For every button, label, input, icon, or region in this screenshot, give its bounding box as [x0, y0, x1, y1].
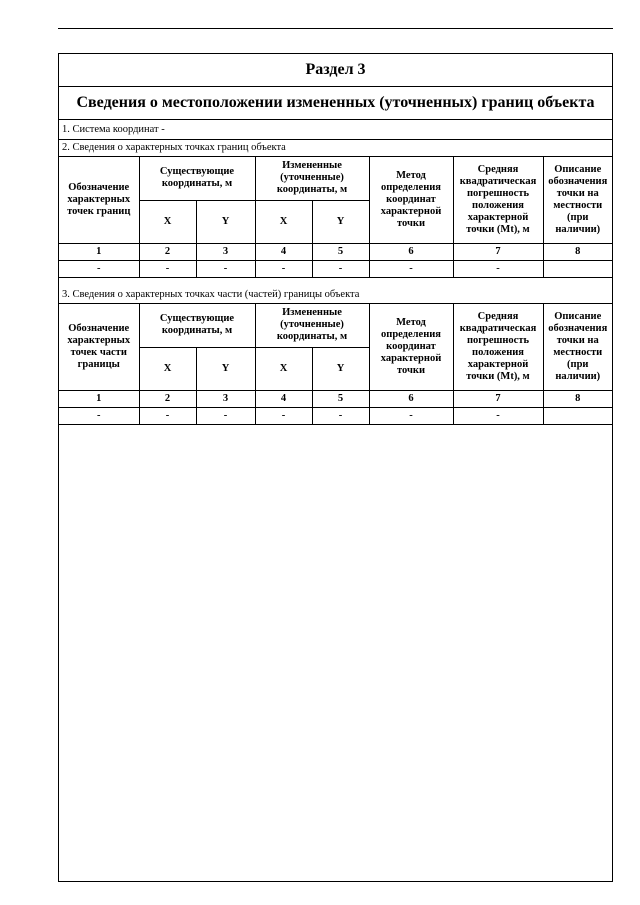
form-frame — [58, 53, 613, 882]
table1-method-header: Метод определения координат характерной точки — [369, 157, 453, 243]
table2-num-cell: 3 — [196, 390, 255, 407]
table1-num-cell: 5 — [312, 243, 369, 260]
table1-caption-row — [59, 140, 612, 157]
table1-num-cell: 3 — [196, 243, 255, 260]
table2-data-cell: - — [369, 407, 453, 424]
table2-data-cell: - — [196, 407, 255, 424]
table2-num-cell: 6 — [369, 390, 453, 407]
table2-num-cell: 7 — [453, 390, 543, 407]
table2-y-changed: Y — [312, 347, 369, 390]
object-title: Сведения о местоположении измененных (уточненных) границ объекта — [59, 87, 612, 120]
table2-num-cell: 1 — [59, 390, 139, 407]
table1-existing-header: Существующие координаты, м — [139, 157, 255, 200]
coord-system-label: 1. Система координат - — [62, 124, 165, 135]
table1-num-cell: 6 — [369, 243, 453, 260]
table1-changed-header: Измененные (уточненные) координаты, м — [255, 157, 369, 200]
table1-num-cell: 4 — [255, 243, 312, 260]
table2-caption-row — [59, 287, 612, 304]
table1-x-existing: X — [139, 200, 196, 243]
table1-col1-header: Обозначение характерных точек границ — [59, 157, 139, 243]
table2-num-cell: 5 — [312, 390, 369, 407]
table1-boundary-points — [59, 157, 612, 278]
table1-data-cell: - — [196, 260, 255, 277]
table2-part-boundary-points — [59, 304, 612, 425]
table2-changed-header: Измененные (уточненные) координаты, м — [255, 304, 369, 347]
table2-method-header: Метод определения координат характерной точки — [369, 304, 453, 390]
table2-data-cell: - — [312, 407, 369, 424]
table1-data-cell: - — [369, 260, 453, 277]
table2-data-cell — [543, 407, 612, 424]
table1-data-cell: - — [59, 260, 139, 277]
table1-data-cell: - — [255, 260, 312, 277]
table1-data-cell: - — [139, 260, 196, 277]
table2-data-cell: - — [139, 407, 196, 424]
table1-caption: 2. Сведения о характерных точках границ объекта — [62, 142, 286, 153]
table2-description-header: Описание обозначения точки на местности (при наличии) — [543, 304, 612, 390]
table1-data-cell: - — [453, 260, 543, 277]
table2-data-cell: - — [453, 407, 543, 424]
table2-col1-header: Обозначение характерных точек части границы — [59, 304, 139, 390]
table1-num-cell: 8 — [543, 243, 612, 260]
table1-num-cell: 7 — [453, 243, 543, 260]
top-rule — [58, 28, 613, 29]
table2-num-cell: 4 — [255, 390, 312, 407]
table2-data-cell: - — [255, 407, 312, 424]
table2-x-existing: X — [139, 347, 196, 390]
table1-data-cell — [543, 260, 612, 277]
table2-existing-header: Существующие координаты, м — [139, 304, 255, 347]
table1-x-changed: X — [255, 200, 312, 243]
table1-num-cell: 2 — [139, 243, 196, 260]
table2-y-existing: Y — [196, 347, 255, 390]
table1-error-header: Средняя квадратическая погрешность положения характерной точки (Mt), м — [453, 157, 543, 243]
table1-num-cell: 1 — [59, 243, 139, 260]
table2-x-changed: X — [255, 347, 312, 390]
table2-error-header: Средняя квадратическая погрешность положения характерной точки (Mt), м — [453, 304, 543, 390]
table2-num-cell: 8 — [543, 390, 612, 407]
table2-caption: 3. Сведения о характерных точках части (частей) границы объекта — [62, 289, 360, 300]
table1-data-cell: - — [312, 260, 369, 277]
table2-num-cell: 2 — [139, 390, 196, 407]
table1-y-existing: Y — [196, 200, 255, 243]
coord-system-row — [59, 120, 612, 140]
table1-y-changed: Y — [312, 200, 369, 243]
section-title: Раздел 3 — [59, 54, 612, 87]
table2-data-cell: - — [59, 407, 139, 424]
table1-description-header: Описание обозначения точки на местности (при наличии) — [543, 157, 612, 243]
